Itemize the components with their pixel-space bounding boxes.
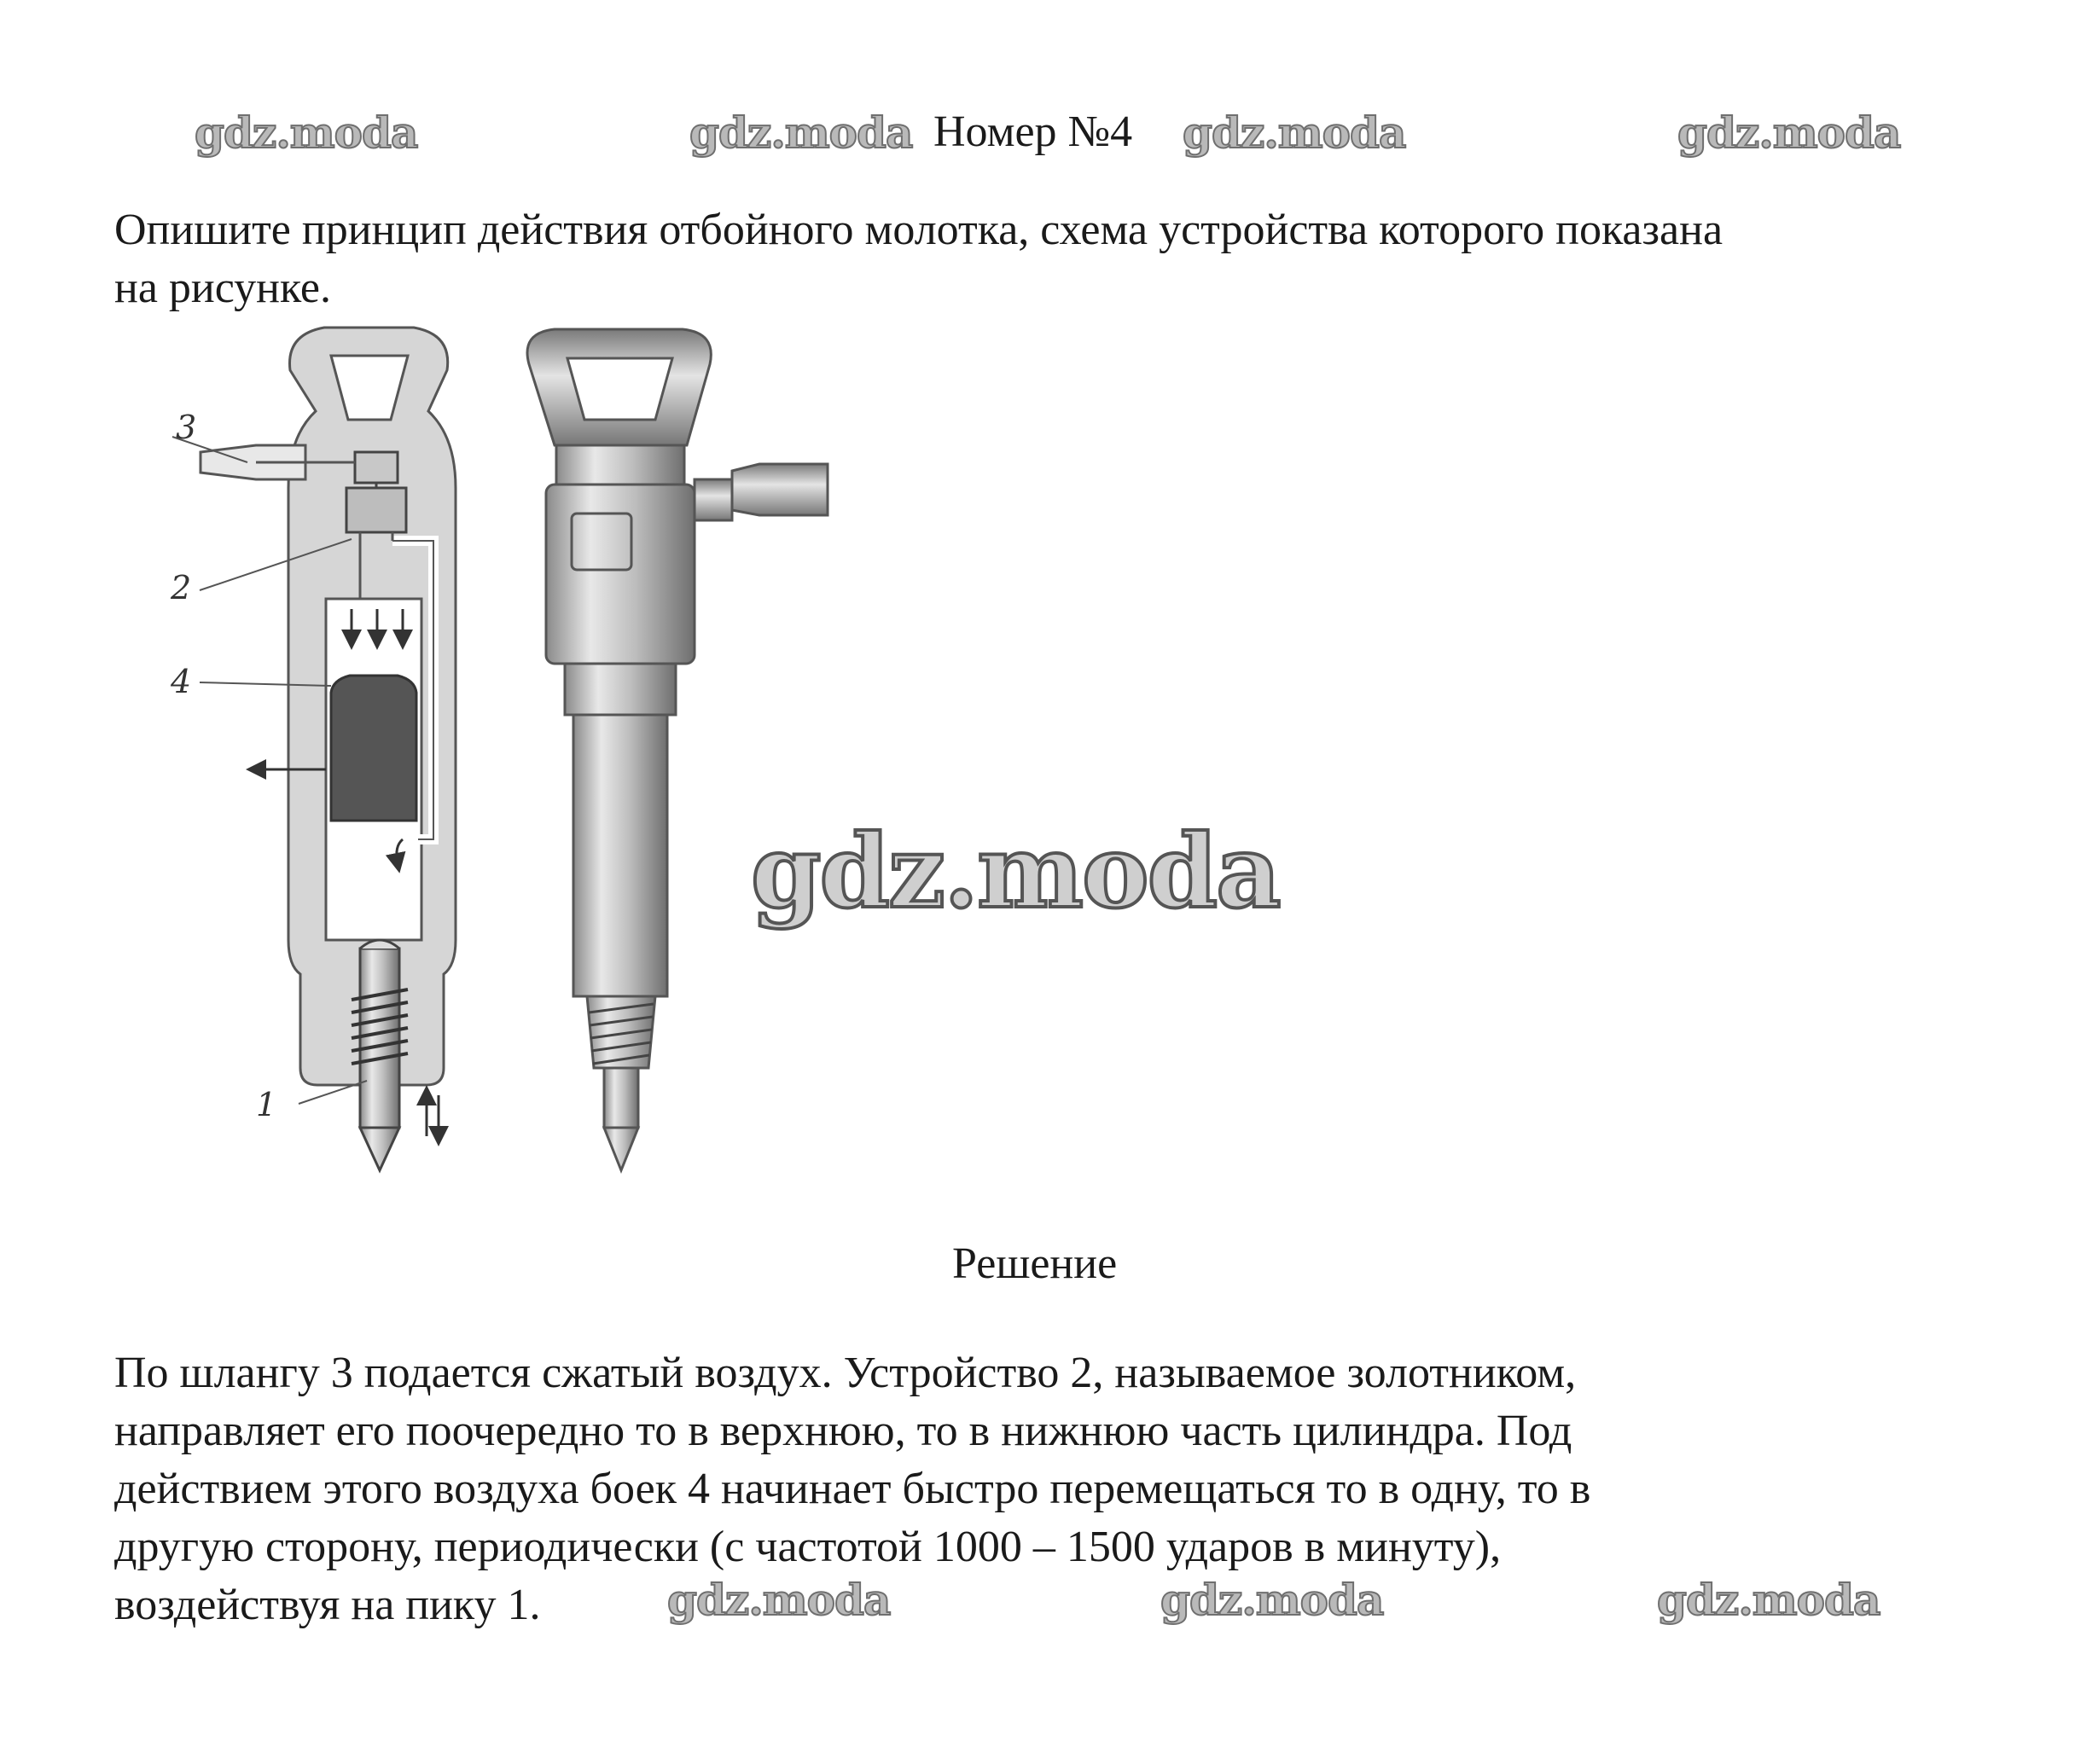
watermark: gdz.moda — [689, 107, 913, 158]
task-line: на рисунке. — [114, 264, 332, 312]
jackhammer-figure — [119, 317, 853, 1179]
solution-line: воздействуя на пику 1. — [114, 1581, 541, 1629]
watermark: gdz.moda — [667, 1575, 891, 1625]
task-text — [114, 201, 1723, 317]
label-4: 4 — [171, 663, 192, 700]
label-3: 3 — [176, 409, 197, 446]
jackhammer-diagram — [119, 317, 853, 1179]
jackhammer-exterior — [527, 329, 828, 1170]
solution-line: другую сторону, периодически (с частотой 1000 – 1500 ударов в минуту), — [114, 1523, 1502, 1571]
solution-line: направляет его поочередно то в верхнюю, то в нижнюю часть цилиндра. Под — [114, 1407, 1572, 1455]
label-2: 2 — [171, 569, 192, 606]
task-line: Опишите принцип действия отбойного молотка, схема устройства которого показана — [114, 206, 1724, 254]
watermark: gdz.moda — [1160, 1575, 1384, 1625]
solution-heading: Решение — [952, 1239, 1118, 1288]
schematic-cross-section — [170, 328, 456, 1170]
watermark: gdz.moda — [1677, 107, 1901, 158]
watermark: gdz.moda — [1183, 107, 1406, 158]
watermark: gdz.moda — [1657, 1575, 1880, 1625]
label-1: 1 — [256, 1086, 277, 1123]
watermark: gdz.moda — [195, 107, 418, 158]
solution-line: По шлангу 3 подается сжатый воздух. Устройство 2, называемое золотником, — [114, 1349, 1577, 1397]
solution-line: действием этого воздуха боек 4 начинает быстро перемещаться то в одну, то в — [114, 1465, 1591, 1513]
watermark-large: gdz.moda — [751, 812, 1280, 931]
page-title: Номер №4 — [933, 107, 1133, 156]
